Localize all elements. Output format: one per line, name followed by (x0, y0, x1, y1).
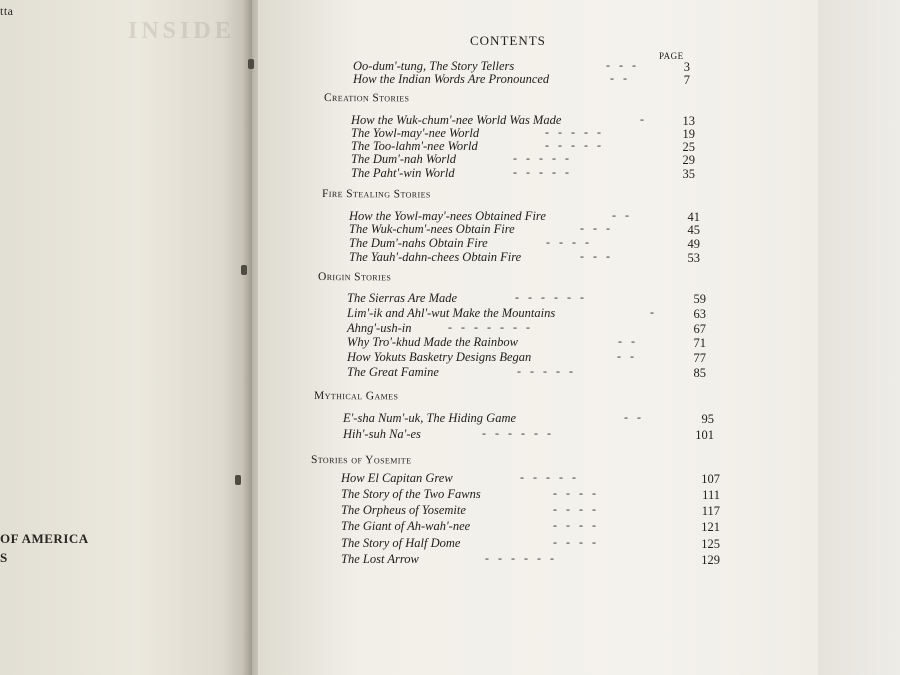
toc-entry-page-number: 53 (687, 251, 700, 265)
toc-entry-page-number: 25 (682, 140, 695, 154)
toc-entry-title: The Lost Arrow (341, 552, 419, 566)
toc-entry-page-number: 77 (693, 351, 706, 365)
toc-entry (353, 72, 696, 87)
toc-entry-title: E'-sha Num'-uk, The Hiding Game (343, 411, 517, 425)
leader-dashes: - - (612, 208, 629, 222)
toc-entry-title: The Dum'-nah World (351, 152, 456, 166)
section-heading: Origin Stories (317, 271, 392, 284)
toc-entry-page-number: 85 (693, 366, 706, 380)
leader-dashes: - - (618, 334, 635, 348)
leader-dashes: - - - - (553, 502, 596, 516)
toc-entry-page-number: 71 (693, 336, 706, 350)
leader-dashes: - - - (580, 221, 610, 235)
toc-entry (349, 236, 706, 251)
toc-entry-page-number: 3 (683, 60, 690, 74)
toc-entry-page-number: 59 (693, 292, 706, 306)
leader-dashes: - - - - (553, 518, 596, 532)
toc-entry-page-number: 45 (687, 223, 700, 237)
leader-dashes: - - - - - - (515, 290, 584, 304)
section-heading: Fire Stealing Stories (321, 188, 431, 201)
toc-entry-title: The Story of Half Dome (341, 536, 461, 550)
left-page-fragment: tta (0, 4, 14, 18)
toc-entry-page-number: 41 (687, 210, 700, 224)
toc-entry-page-number: 107 (701, 472, 720, 486)
toc-entry-title: How the Indian Words Are Pronounced (353, 72, 550, 86)
contents-title: CONTENTS (470, 33, 546, 48)
leader-dashes: - - (610, 71, 627, 85)
toc-entry-title: How El Capitan Grew (341, 471, 453, 485)
toc-entry-title: The Paht'-win World (351, 166, 455, 180)
toc-entry-page-number: 49 (687, 237, 700, 251)
toc-entry (347, 321, 712, 336)
toc-entry-title: The Sierras Are Made (347, 291, 458, 305)
toc-entry (347, 350, 712, 365)
toc-entry-page-number: 117 (701, 504, 720, 518)
left-page-bottom-line-2: S (0, 550, 8, 565)
toc-entry-title: Why Tro'-khud Made the Rainbow (347, 335, 518, 349)
section-heading: Stories of Yosemite (310, 454, 412, 467)
toc-entry (343, 411, 720, 426)
leader-dashes: - - - (580, 249, 610, 263)
leader-dashes: - - - - (553, 535, 596, 549)
toc-entry (341, 503, 726, 518)
leader-dashes: - - (624, 410, 641, 424)
toc-entry-title: Hih'-suh Na'-es (343, 427, 421, 441)
left-page-ghost-heading: INSIDE (128, 18, 235, 44)
toc-entry (341, 536, 726, 551)
leader-dashes: - (650, 305, 654, 319)
section-heading: Creation Stories (323, 92, 410, 105)
toc-entry-page-number: 35 (682, 167, 695, 181)
toc-entry-title: Ahng'-ush-in (347, 321, 412, 335)
page-column-heading: PAGE (659, 51, 684, 61)
leader-dashes: - - - - - - (485, 551, 554, 565)
toc-entry (347, 291, 712, 306)
toc-entry-title: The Great Famine (347, 365, 439, 379)
toc-entry (349, 250, 706, 265)
left-page-bottom-line: OF AMERICA (0, 531, 89, 546)
toc-entry (341, 471, 726, 486)
toc-entry-page-number: 19 (682, 127, 695, 141)
toc-entry (343, 427, 720, 442)
leader-dashes: - - - - (546, 235, 589, 249)
leader-dashes: - - - - - (545, 125, 601, 139)
leader-dashes: - - - - - (520, 470, 576, 484)
toc-entry-title: How the Yowl-may'-nees Obtained Fire (349, 209, 546, 223)
leader-dashes: - - - - - (517, 364, 573, 378)
toc-entry-title: The Yauh'-dahn-chees Obtain Fire (349, 250, 522, 264)
toc-entry (349, 222, 706, 237)
toc-entry-page-number: 95 (701, 412, 714, 426)
toc-entry (347, 365, 712, 380)
toc-entry (347, 335, 712, 350)
toc-entry-title: The Yowl-may'-nee World (351, 126, 480, 140)
toc-entry-page-number: 63 (693, 307, 706, 321)
toc-entry-page-number: 67 (693, 322, 706, 336)
toc-entry-title: How Yokuts Basketry Designs Began (347, 350, 532, 364)
section-heading: Mythical Games (313, 390, 399, 403)
toc-entry-title: How the Wuk-chum'-nee World Was Made (351, 113, 562, 127)
toc-entry-title: The Too-lahm'-nee World (351, 139, 478, 153)
toc-entry (347, 306, 712, 321)
toc-entry-page-number: 111 (702, 488, 720, 502)
toc-entry-page-number: 13 (682, 114, 695, 128)
toc-entry (351, 166, 701, 181)
leader-dashes: - - - - - (545, 138, 601, 152)
toc-entry-page-number: 101 (695, 428, 714, 442)
leader-dashes: - - - (606, 58, 636, 72)
leader-dashes: - - - - - - - (448, 320, 530, 334)
toc-entry-title: The Wuk-chum'-nees Obtain Fire (349, 222, 515, 236)
toc-entry (341, 487, 726, 502)
leader-dashes: - - - - - - (482, 426, 551, 440)
toc-entry-title: The Orpheus of Yosemite (341, 503, 466, 517)
toc-entry-title: Lim'-ik and Ahl'-wut Make the Mountains (347, 306, 556, 320)
toc-entry-title: The Giant of Ah-wah'-nee (341, 519, 471, 533)
toc-entry-page-number: 129 (701, 553, 720, 567)
toc-entry-title: The Dum'-nahs Obtain Fire (349, 236, 488, 250)
leader-dashes: - (640, 112, 644, 126)
toc-entry-page-number: 7 (683, 73, 690, 87)
toc-entry-title: The Story of the Two Fawns (341, 487, 481, 501)
leader-dashes: - - - - - (513, 165, 569, 179)
leader-dashes: - - - - (553, 486, 596, 500)
leader-dashes: - - - - - (513, 151, 569, 165)
toc-entry-page-number: 121 (701, 520, 720, 534)
toc-entry-title: Oo-dum'-tung, The Story Tellers (353, 59, 515, 73)
leader-dashes: - - (617, 349, 634, 363)
toc-entry-page-number: 29 (682, 153, 695, 167)
toc-entry (341, 519, 726, 534)
toc-entry-page-number: 125 (701, 537, 720, 551)
toc-entry (341, 552, 726, 567)
